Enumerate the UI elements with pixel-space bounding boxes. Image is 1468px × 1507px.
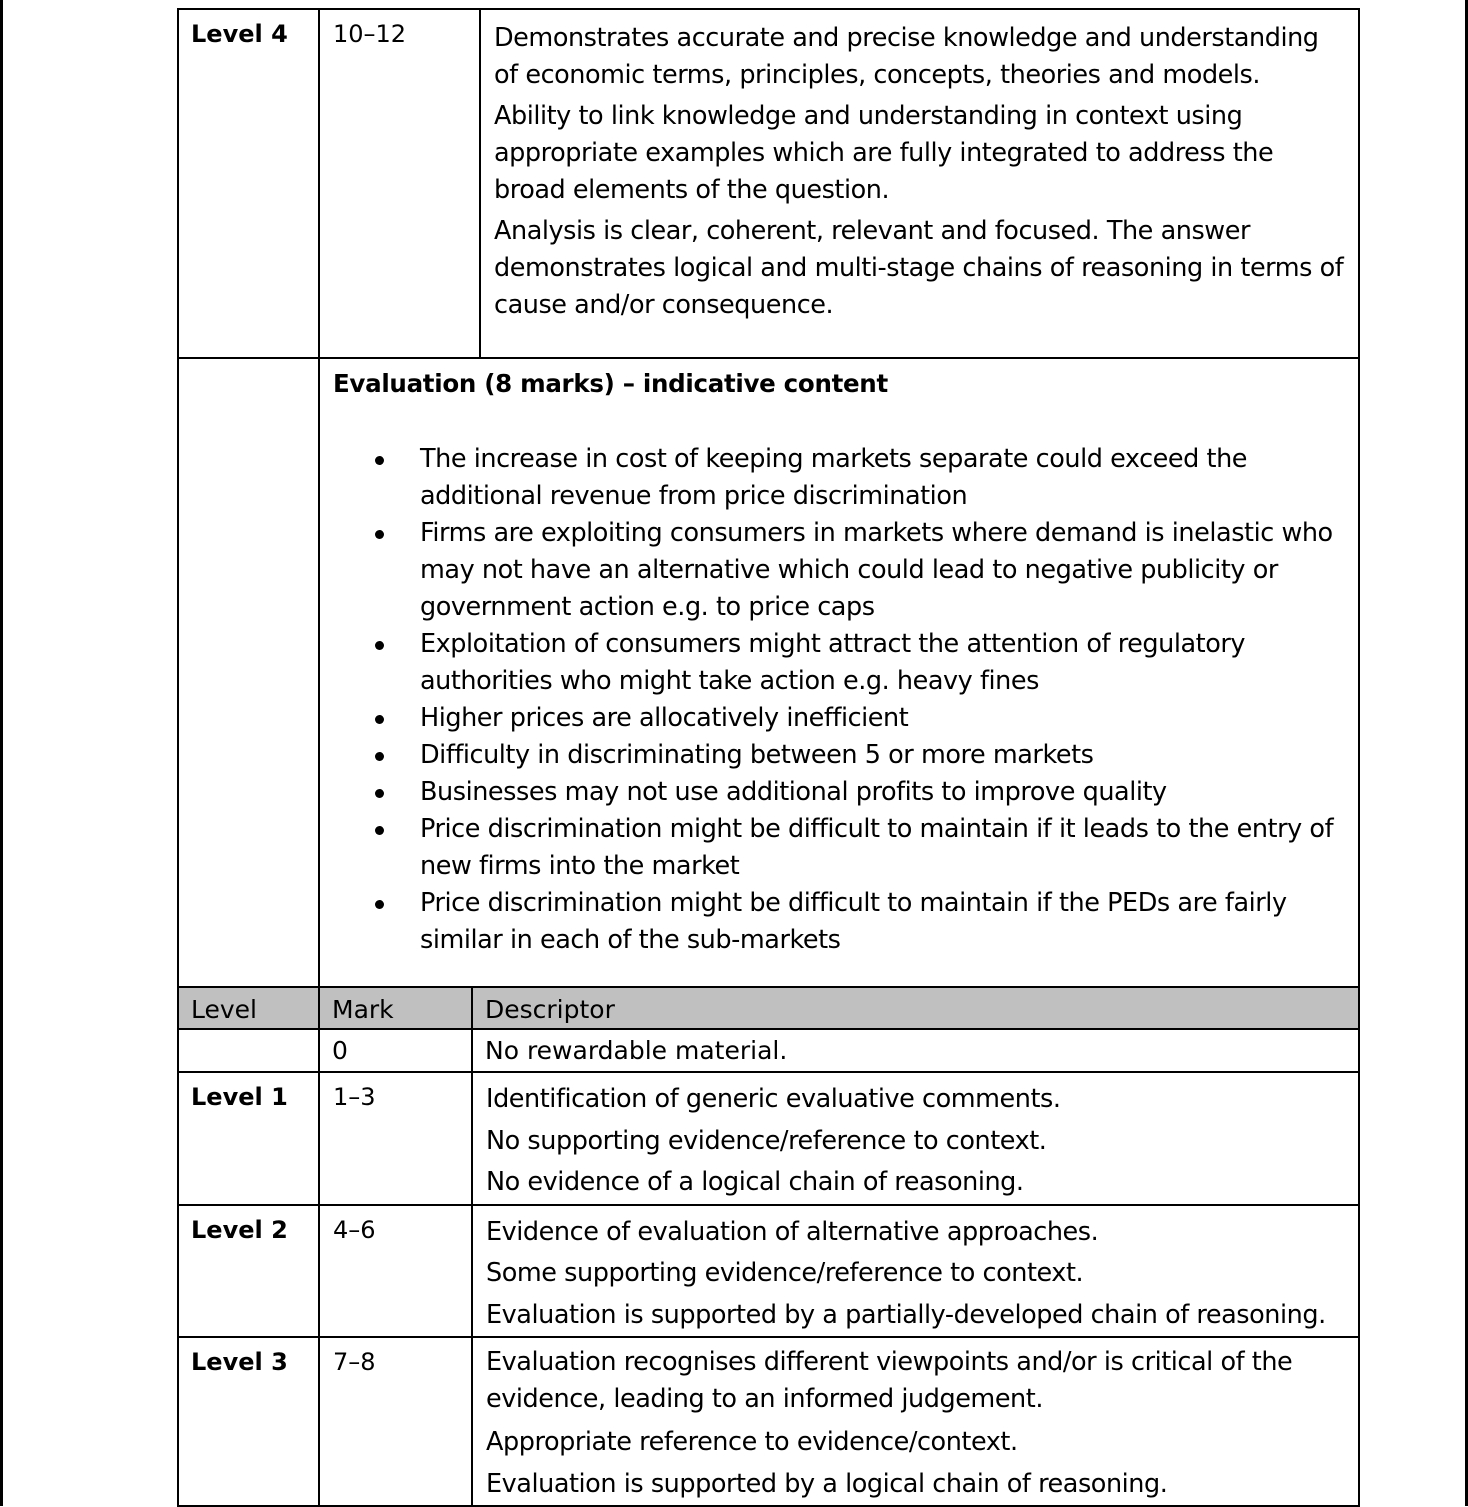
descriptor-text: Evaluation recognises different viewpoints and/or is critical of the evidence, leading to an informed judgement.: [486, 1347, 1293, 1414]
descriptor-text: Evidence of evaluation of alternative approaches.: [486, 1216, 1099, 1247]
mark-cell: 0: [319, 1029, 472, 1072]
descriptor-text: Analysis is clear, coherent, relevant and focused. The answer demonstrates logical and multi-stage chains of reasoning in terms of cause and/or consequence.: [494, 216, 1344, 320]
descriptor-text: Evaluation is supported by a logical chain of reasoning.: [486, 1468, 1168, 1499]
list-item-text: Higher prices are allocatively inefficient: [420, 703, 909, 733]
level-cell: Level 4: [178, 9, 319, 358]
bullet-icon: [375, 826, 384, 835]
table-row-level-3: [178, 1337, 1359, 1506]
level-cell: Level 2: [178, 1205, 319, 1338]
bullet-icon: [375, 715, 384, 724]
descriptor-cell: [472, 1337, 1359, 1506]
level-cell: Level 3: [178, 1337, 319, 1506]
list-item: [333, 515, 1348, 626]
list-item-text: The increase in cost of keeping markets separate could exceed the additional revenue from price discrimination: [420, 444, 1248, 511]
descriptor-text: Demonstrates accurate and precise knowledge and understanding of economic terms, principles, concepts, theories and models.: [494, 23, 1319, 90]
list-item: [333, 737, 1348, 774]
bullet-icon: [375, 789, 384, 798]
evaluation-points-list: [333, 441, 1348, 959]
descriptor-text: No supporting evidence/reference to context.: [486, 1125, 1047, 1156]
mark-cell: 1–3: [319, 1072, 472, 1205]
descriptor-text: Some supporting evidence/reference to context.: [486, 1258, 1084, 1288]
list-item-text: Businesses may not use additional profits to improve quality: [420, 777, 1167, 807]
table-header-row: [178, 987, 1359, 1029]
column-header-level: Level: [178, 987, 319, 1029]
evaluation-title: Evaluation (8 marks) – indicative content: [333, 369, 888, 398]
bullet-icon: [375, 641, 384, 650]
descriptor-cell: [472, 1072, 1359, 1205]
descriptor-text: Identification of generic evaluative comments.: [486, 1084, 1061, 1114]
level-cell: [178, 1029, 319, 1072]
descriptor-cell: No rewardable material.: [472, 1029, 1359, 1072]
descriptor-text: Ability to link knowledge and understanding in context using appropriate examples which are fully integrated to address the broad elements of the question.: [494, 101, 1274, 205]
mark-cell: 7–8: [319, 1337, 472, 1506]
list-item: [333, 811, 1348, 885]
table-row-level-4: [178, 9, 1359, 358]
list-item-text: Price discrimination might be difficult to maintain if it leads to the entry of new firms into the market: [420, 814, 1334, 881]
list-item-text: Firms are exploiting consumers in markets where demand is inelastic who may not have an alternative which could lead to negative publicity or government action e.g. to price caps: [420, 518, 1333, 622]
list-item-text: Difficulty in discriminating between 5 or more markets: [420, 740, 1094, 770]
bullet-icon: [375, 456, 384, 465]
list-item: [333, 774, 1348, 811]
bullet-icon: [375, 900, 384, 909]
list-item: [333, 441, 1348, 515]
bullet-icon: [375, 530, 384, 539]
descriptor-text: Evaluation is supported by a partially-developed chain of reasoning.: [486, 1299, 1326, 1330]
list-item: [333, 626, 1348, 700]
mark-cell: 10–12: [319, 9, 480, 358]
table-row-level-1: [178, 1072, 1359, 1205]
mark-cell: 4–6: [319, 1205, 472, 1338]
descriptor-cell: [472, 1205, 1359, 1338]
list-item-text: Exploitation of consumers might attract the attention of regulatory authorities who might take action e.g. heavy fines: [420, 629, 1246, 696]
list-item: [333, 885, 1348, 959]
analysis-mark-scheme-table: [177, 8, 1360, 989]
evaluation-content-cell: [319, 358, 1359, 988]
level-cell: Level 1: [178, 1072, 319, 1205]
list-item-text: Price discrimination might be difficult to maintain if the PEDs are fairly similar in each of the sub-markets: [420, 888, 1287, 955]
empty-level-cell: [178, 358, 319, 988]
descriptor-text: Appropriate reference to evidence/context.: [486, 1427, 1018, 1457]
table-row-evaluation-content: [178, 358, 1359, 988]
table-row-level-2: [178, 1205, 1359, 1338]
table-row-level-0: [178, 1029, 1359, 1072]
column-header-descriptor: Descriptor: [472, 987, 1359, 1029]
bullet-icon: [375, 752, 384, 761]
descriptor-text: No evidence of a logical chain of reasoning.: [486, 1167, 1024, 1197]
evaluation-mark-scheme-table: [177, 986, 1360, 1507]
descriptor-cell: [480, 9, 1359, 358]
list-item: [333, 700, 1348, 737]
page-border-left: [0, 0, 3, 1506]
column-header-mark: Mark: [319, 987, 472, 1029]
